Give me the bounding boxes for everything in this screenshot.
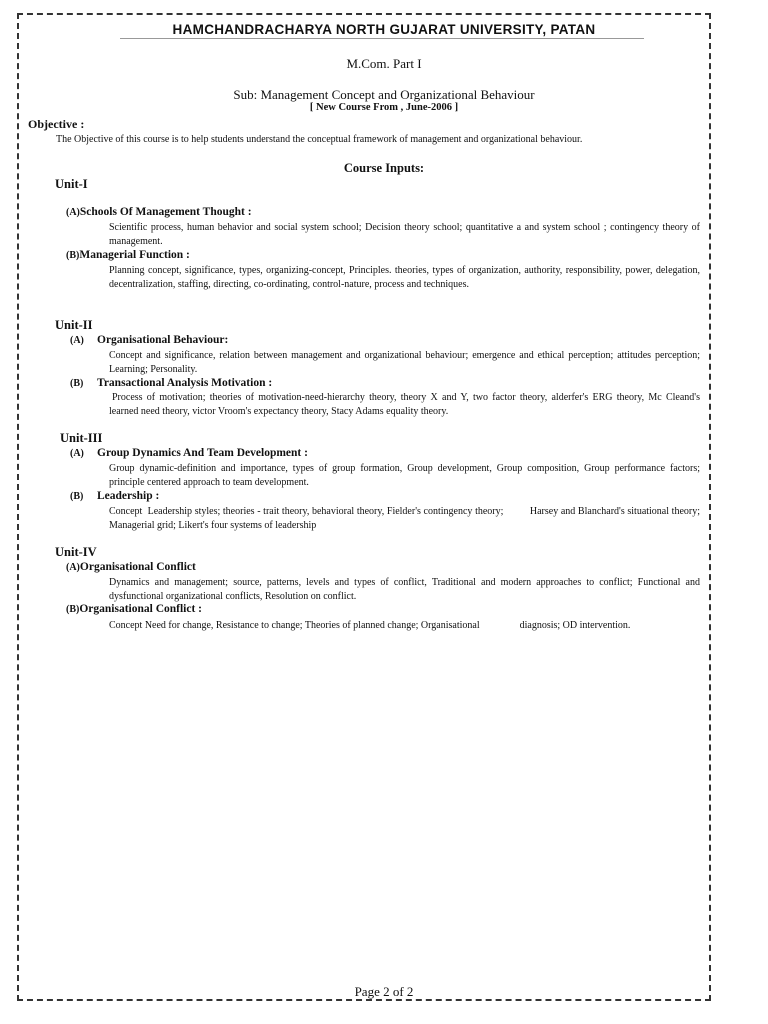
section-letter: (B) — [66, 250, 80, 261]
section-letter: (A) — [66, 207, 80, 218]
section-title: Organisational Conflict — [79, 561, 196, 573]
section-title: Group Dynamics And Team Development : — [97, 447, 308, 459]
unit-title: Unit-III — [60, 431, 103, 445]
section-letter: (B) — [70, 378, 84, 389]
section-text: Concept and significance, relation between management and organizational behaviour; emergence and ethical perception; attitudes perception; Learning; Personality. — [109, 350, 700, 375]
section-title: Organisational Conflict : — [79, 603, 203, 615]
university-name: HAMCHANDRACHARYA NORTH GUJARAT UNIVERSITY, PATAN — [172, 22, 596, 37]
section-title: Leadership : — [97, 490, 160, 502]
section-heading — [66, 561, 196, 573]
section-title: Managerial Function : — [79, 249, 190, 261]
unit-title: Unit-I — [55, 177, 88, 191]
course-inputs-heading: Course Inputs: — [343, 161, 425, 175]
section-text: Group dynamic-definition and importance, types of group formation, Group development, Group composition, Group performance factors; principle centered approach to team development. — [109, 463, 700, 488]
section-text: Dynamics and management; source, patterns, levels and types of conflict, Traditional and modern approaches to conflict; Functional and dysfunctional organizational conflicts, Resolution on conflict. — [109, 577, 700, 602]
section-title: Transactional Analysis Motivation : — [97, 377, 273, 389]
objective-text: The Objective of this course is to help students understand the conceptual framework of management and organizational behaviour. — [56, 134, 583, 145]
section-text: Concept Leadership styles; theories - trait theory, behavioral theory, Fielder's contingency theory; Harsey and Blanchard's situational theory; Managerial grid; Likert's four systems of leadership — [109, 506, 703, 531]
section-letter: (A) — [66, 562, 80, 573]
section-letter: (A) — [70, 335, 84, 346]
subject-title: Sub: Management Concept and Organizational Behaviour — [233, 87, 535, 102]
objective-heading: Objective : — [28, 117, 85, 131]
course-note: [ New Course From , June-2006 ] — [309, 102, 459, 113]
unit-title: Unit-II — [55, 318, 93, 332]
header-rule — [120, 38, 644, 39]
section-heading — [66, 603, 202, 615]
class-title: M.Com. Part I — [346, 56, 422, 71]
section-letter: (B) — [70, 491, 84, 502]
section-heading — [70, 490, 159, 502]
section-letter: (B) — [66, 604, 80, 615]
section-heading — [70, 334, 228, 346]
section-heading — [70, 447, 308, 459]
section-text: Scientific process, human behavior and social system school; Decision theory school; quantitative a and system school ; contingency theory of management. — [109, 222, 700, 247]
section-heading — [70, 377, 272, 389]
section-text: Process of motivation; theories of motivation-need-hierarchy theory, theory X and Y, two factor theory, alderfer's ERG theory, Mc Cleand's learned need theory, victor Vroom's expectancy theory, Stacy Adams equality theory. — [109, 392, 700, 417]
unit-title: Unit-IV — [55, 545, 97, 559]
section-heading — [66, 249, 190, 261]
section-title: Organisational Behaviour: — [97, 334, 229, 346]
section-title: Schools Of Management Thought : — [79, 206, 252, 218]
section-letter: (A) — [70, 448, 84, 459]
section-heading — [66, 206, 252, 218]
section-text: Concept Need for change, Resistance to change; Theories of planned change; Organisational diagnosis; OD intervention. — [109, 620, 631, 631]
page-number: Page 2 of 2 — [354, 984, 414, 999]
section-text: Planning concept, significance, types, organizing-concept, Principles. theories, types of organization, authority, responsibility, power, delegation, decentralization, staffing, directing, co-ordinating, control-nature, process and techniques. — [109, 265, 700, 290]
